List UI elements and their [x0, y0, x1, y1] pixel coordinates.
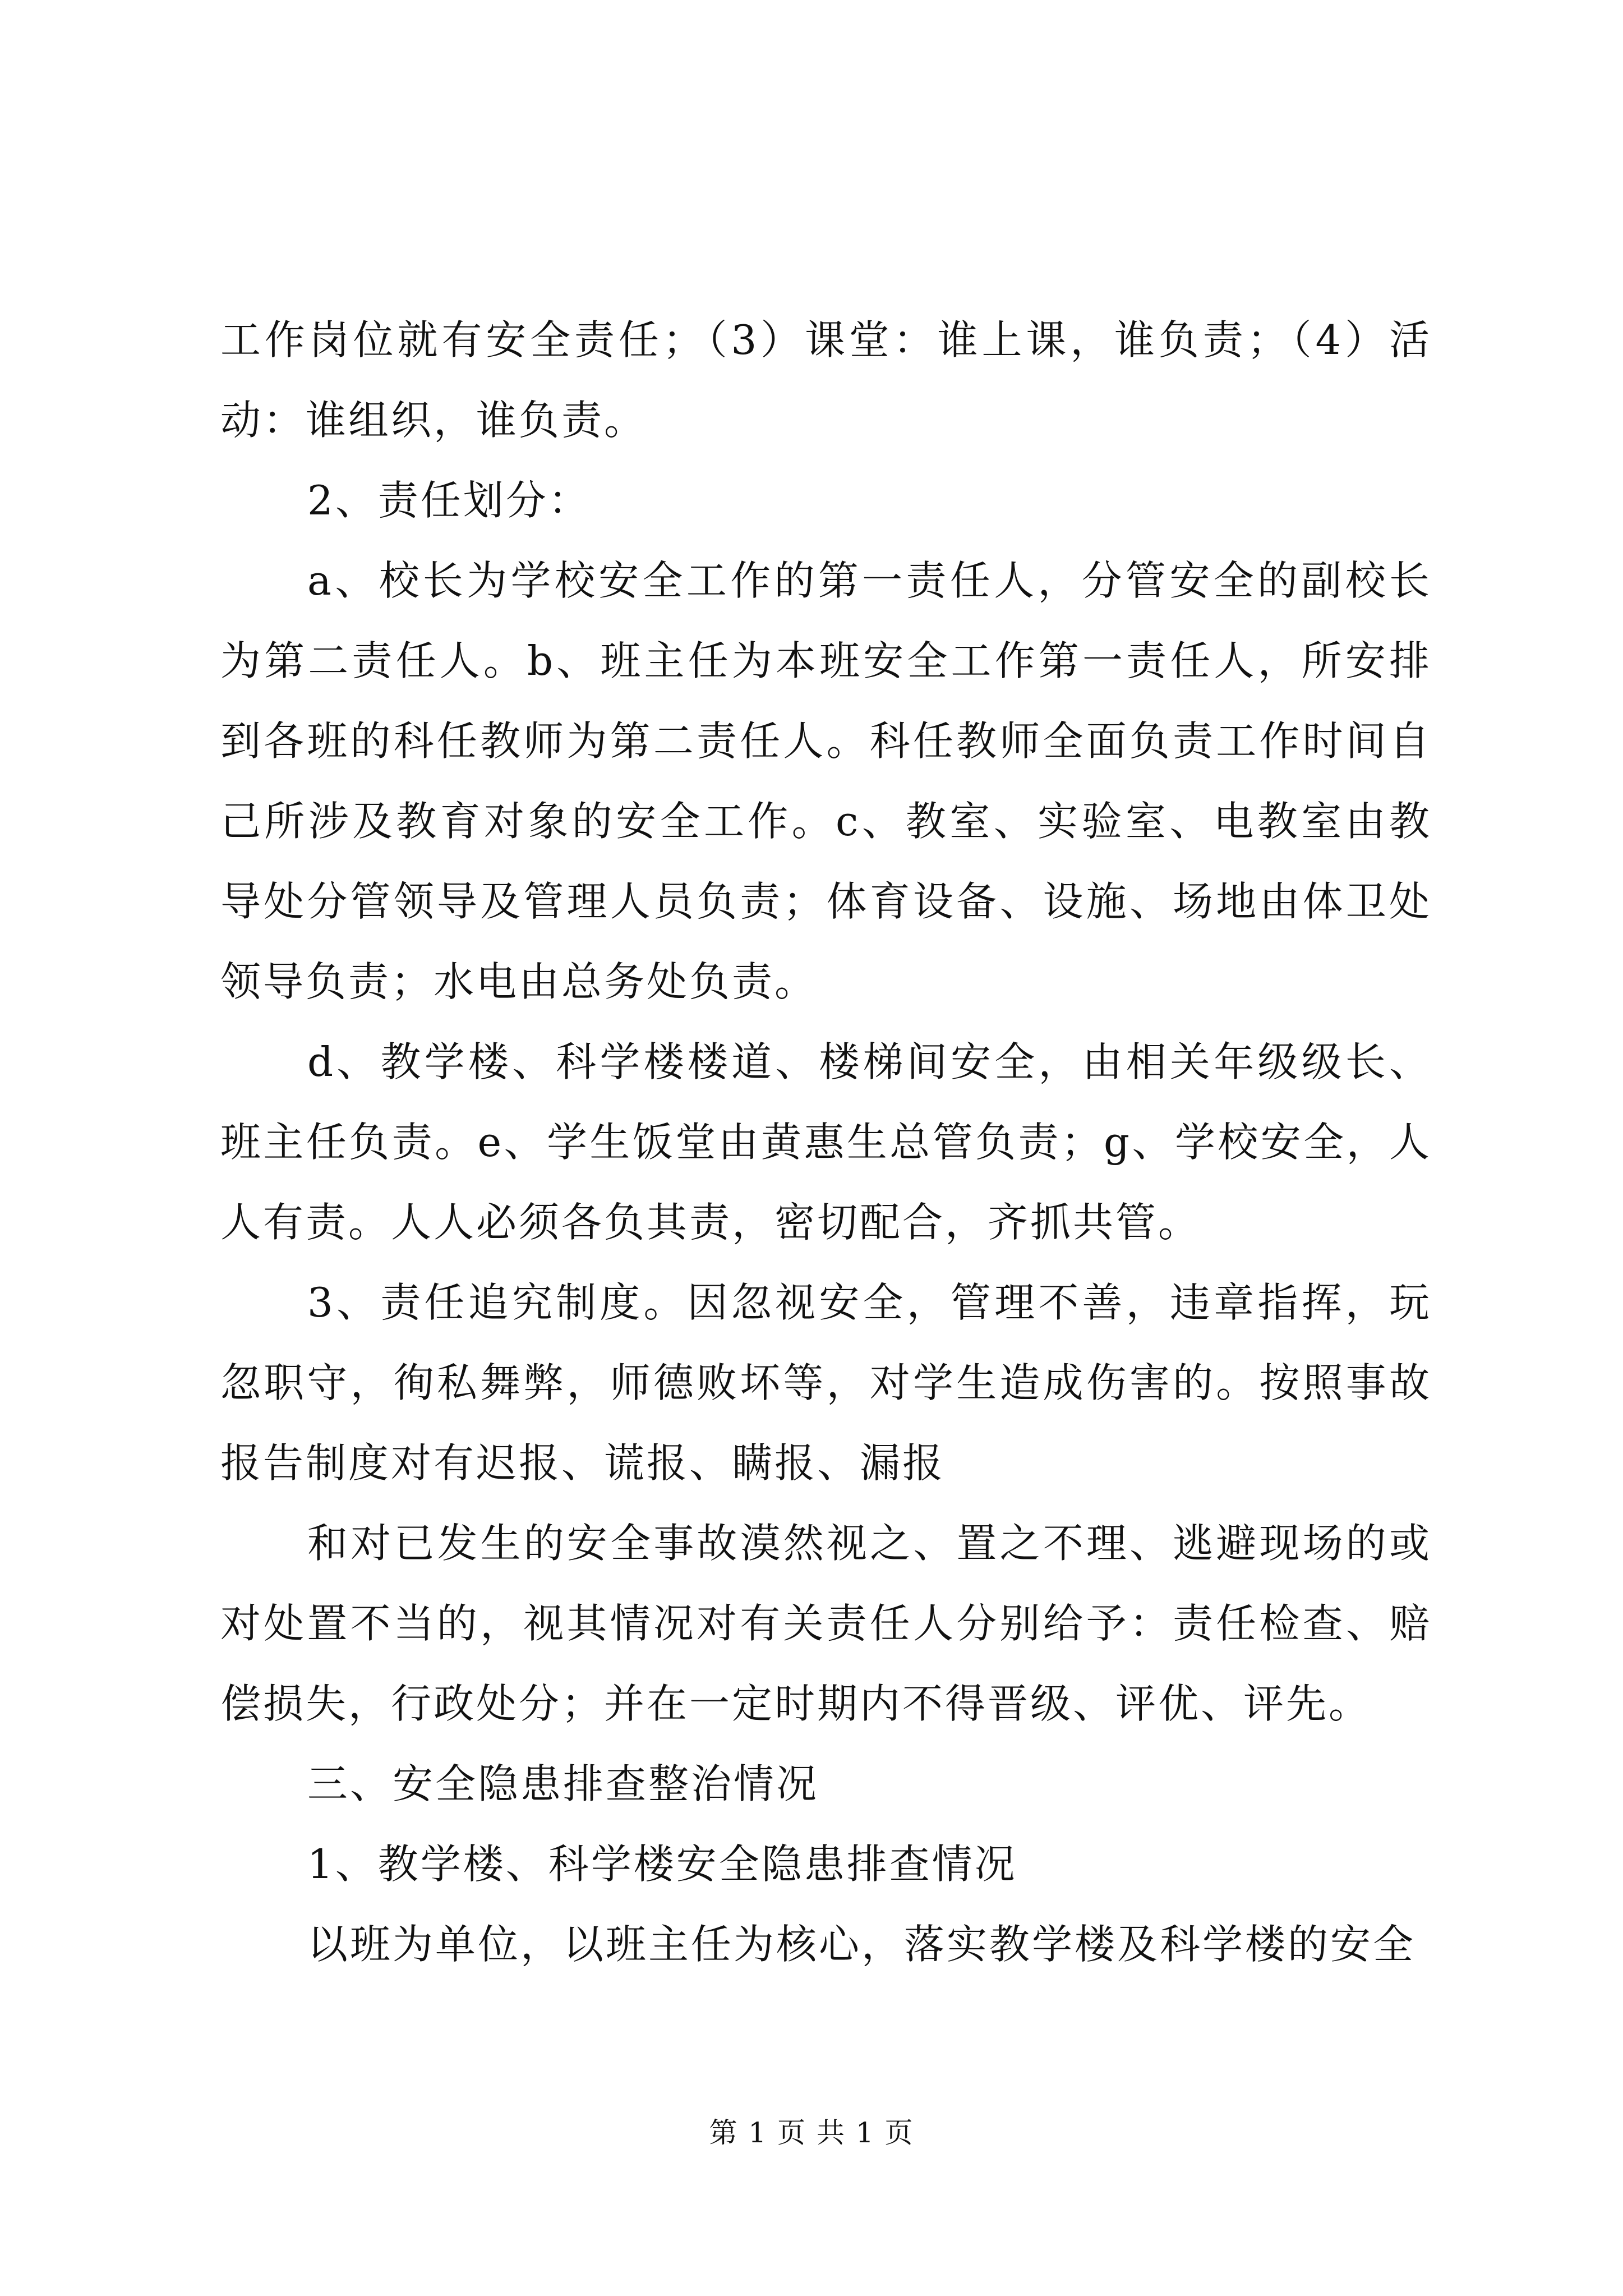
- paragraph-accountability-system: 3、责任追究制度。因忽视安全，管理不善，违章指挥，玩忽职守，徇私舞弊，师德败坏等，对学生造成伤害的。按照事故报告制度对有迟报、谎报、瞒报、漏报: [220, 1279, 1432, 1487]
- paragraph-responsibility-assignment: a、校长为学校安全工作的第一责任人，分管安全的副校长为第二责任人。b、班主任为本班安全工作第一责任人，所安排到各班的科任教师为第二责任人。科任教师全面负责工作时间自己所涉及教育对象的安全工作。c、教室、实验室、电教室由教导处分管领导及管理人员负责；体育设备、设施、场地由体卫处领导负责；水电由总务处负责。: [220, 557, 1432, 1005]
- document-body: [220, 300, 1432, 1985]
- paragraph-penalties: 和对已发生的安全事故漠然视之、置之不理、逃避现场的或对处置不当的，视其情况对有关责任人分别给予：责任检查、赔偿损失，行政处分；并在一定时期内不得晋级、评优、评先。: [220, 1520, 1432, 1727]
- paragraph-responsibility-continued: 工作岗位就有安全责任；（3）课堂：谁上课，谁负责；（4）活动：谁组织，谁负责。: [220, 316, 1432, 444]
- section-heading-hazard-inspection: 三、安全隐患排查整治情况: [307, 1760, 819, 1807]
- paragraph-responsibility-division-heading: 2、责任划分：: [307, 477, 591, 524]
- subheading-building-hazard-inspection: 1、教学楼、科学楼安全隐患排查情况: [307, 1841, 1017, 1888]
- paragraph-class-based-inspection: 以班为单位，以班主任为核心，落实教学楼及科学楼的安全: [307, 1921, 1416, 1968]
- paragraph-building-safety: d、教学楼、科学楼楼道、楼梯间安全，由相关年级级长、班主任负责。e、学生饭堂由黄惠生总管负责；g、学校安全，人人有责。人人必须各负其责，密切配合，齐抓共管。: [220, 1038, 1432, 1246]
- page-footer: 第 1 页 共 1 页: [709, 2116, 914, 2149]
